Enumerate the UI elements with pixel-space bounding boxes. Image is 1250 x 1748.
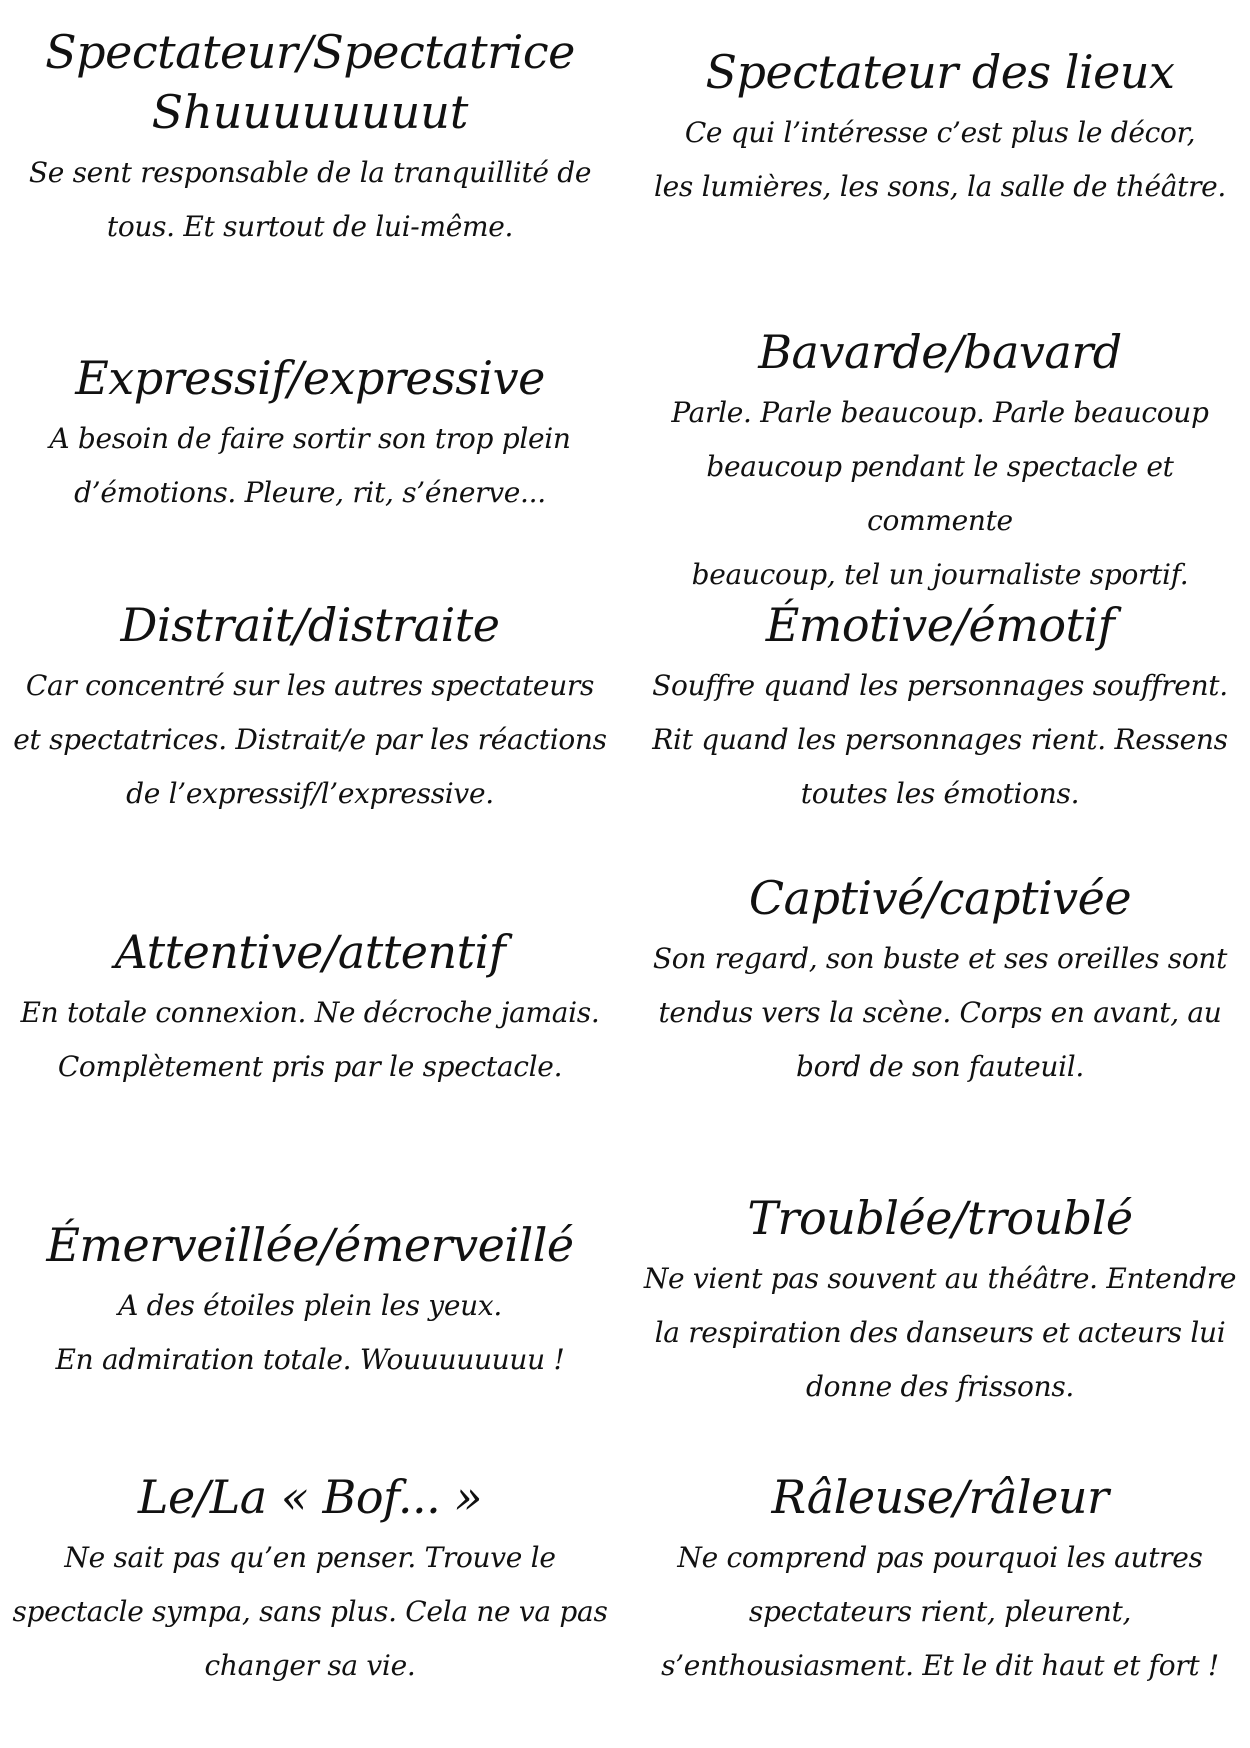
card-title: Spectateur/Spectatrice [45, 25, 575, 79]
card-description: Son regard, son buste et ses oreilles sont tendus vers la scène. Corps en avant, au bord de son fauteuil. [652, 942, 1228, 1083]
card-description: Parle. Parle beaucoup. Parle beaucoup beaucoup pendant le spectacle et commente beaucoup, tel un journaliste sportif. [671, 396, 1209, 591]
card-spectateur-des-lieux [640, 42, 1240, 214]
card-title: Troublée/troublé [747, 1191, 1133, 1245]
card-description: Ne sait pas qu’en penser. Trouve le spectacle sympa, sans plus. Cela ne va pas changer sa vie. [12, 1541, 608, 1682]
card-description: A besoin de faire sortir son trop plein d’émotions. Pleure, rit, s’énerve... [49, 422, 571, 509]
card-bavard [640, 322, 1240, 602]
card-emerveille [10, 1215, 610, 1387]
character-cards-grid [10, 10, 1240, 1738]
card-description: Ce qui l’intéresse c’est plus le décor, les lumières, les sons, la salle de théâtre. [653, 116, 1227, 203]
card-title: Le/La « Bof... » [137, 1470, 483, 1524]
card-description: Se sent responsable de la tranquillité de tous. Et surtout de lui-même. [28, 156, 592, 243]
card-title: Captivé/captivée [748, 871, 1132, 925]
card-description: Car concentré sur les autres spectateurs et spectatrices. Distrait/e par les réactions de l’expressif/l’expressive. [13, 669, 607, 810]
card-trouble [640, 1188, 1240, 1414]
card-expressif [10, 348, 610, 520]
card-title: Attentive/attentif [114, 925, 506, 979]
card-title: Émotive/émotif [765, 598, 1115, 652]
card-description: En totale connexion. Ne décroche jamais. Complètement pris par le spectacle. [20, 996, 600, 1083]
card-distrait [10, 595, 610, 821]
card-bof [10, 1467, 610, 1693]
card-captive [640, 868, 1240, 1094]
card-subtitle: Shuuuuuuuut [151, 85, 469, 139]
card-title: Distrait/distraite [120, 598, 500, 652]
card-emotif [640, 595, 1240, 821]
card-description: Ne comprend pas pourquoi les autres spectateurs rient, pleurent, s’enthousiasment. Et le dit haut et fort ! [661, 1541, 1219, 1682]
card-title: Expressif/expressive [75, 351, 545, 405]
card-attentif [10, 922, 610, 1094]
card-raleur [640, 1467, 1240, 1693]
card-title: Émerveillée/émerveillé [46, 1218, 574, 1272]
card-title: Spectateur des lieux [705, 45, 1175, 99]
card-description: A des étoiles plein les yeux. En admiration totale. Wouuuuuuuu ! [55, 1289, 565, 1376]
card-description: Souffre quand les personnages souffrent. Rit quand les personnages rient. Ressens toutes les émotions. [652, 669, 1228, 810]
card-title: Râleuse/râleur [771, 1470, 1109, 1524]
card-spectateur-spectatrice [10, 22, 610, 254]
card-description: Ne vient pas souvent au théâtre. Entendre la respiration des danseurs et acteurs lui donne des frissons. [643, 1262, 1237, 1403]
card-title: Bavarde/bavard [758, 325, 1122, 379]
